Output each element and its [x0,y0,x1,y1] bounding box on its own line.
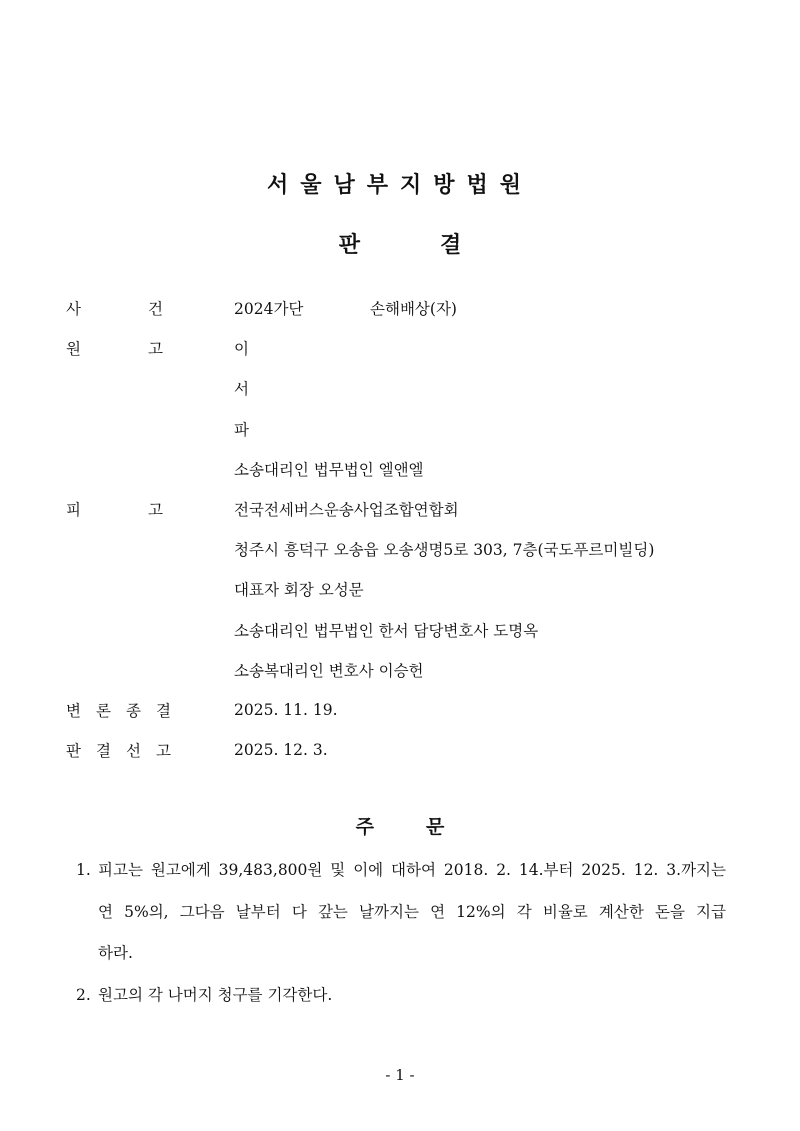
order-line: 피고는 원고에게 39,483,800원 및 이에 대하여 2018. 2. 14.부터 2025. 12. 3.까지는 [98,861,726,879]
party-value [234,741,746,759]
party-row [66,730,746,770]
document-title-right: 결 [440,233,462,258]
party-label [66,739,234,761]
party-row [66,368,746,408]
party-label-char: 판 [66,742,81,761]
party-value-text: 손해배상(자) [370,300,457,319]
party-label-char: 고 [156,742,171,761]
orders-title-right: 문 [426,816,445,838]
party-value [234,297,746,319]
party-label-char: 고 [148,501,163,520]
party-value-text: 2025. 11. 19. [234,700,338,719]
party-value [234,498,746,520]
party-row [66,529,746,569]
order-item [76,850,726,975]
party-row [66,489,746,529]
order-item [76,975,726,1017]
order-line: 연 5%의, 그다음 날부터 다 갚는 날까지는 연 12%의 각 비율로 계산한 돈을 지급 [98,902,726,921]
court-name: 서울남부지방법원 [266,173,534,198]
party-value [234,337,746,359]
party-row [66,288,746,328]
party-row [66,650,746,690]
party-value-text: 소송대리인 법무법인 한서 담당변호사 도명옥 [234,621,539,640]
party-value-text: 소송복대리인 변호사 이승헌 [234,661,424,680]
party-row [66,328,746,368]
party-label [66,297,234,319]
party-label-char: 결 [96,742,111,761]
party-label-char: 건 [148,300,163,319]
parties-block [66,288,746,770]
party-row [66,610,746,650]
party-label-char: 결 [156,701,171,720]
orders-list [76,850,726,1016]
party-value [234,578,746,600]
party-value-text: 서 [234,380,249,399]
party-value-text: 전국전세버스운송사업조합연합회 [234,501,459,520]
party-label-char: 고 [148,340,163,359]
document-title [0,228,800,259]
party-value [234,418,746,440]
orders-section-title [0,812,800,839]
party-value [234,619,746,641]
party-label-char: 종 [126,701,141,720]
party-value-text: 이 [234,340,249,359]
party-row [66,569,746,609]
party-label-char: 원 [66,340,81,359]
party-label-char: 선 [126,742,141,761]
party-row [66,690,746,730]
order-line: 하라. [98,944,133,962]
party-value-text: 소송대리인 법무법인 엘앤엘 [234,460,424,479]
party-value-text: 파 [234,420,249,439]
orders-title-left: 주 [355,816,374,838]
party-label-char: 변 [66,701,81,720]
party-value-text: 대표자 회장 오성문 [234,581,364,600]
party-label-char: 론 [96,701,111,720]
party-label [66,337,234,359]
case-number: 2024가단 [234,300,304,319]
party-value [234,377,746,399]
page-number: - 1 - [385,1066,415,1084]
party-row [66,449,746,489]
party-label [66,699,234,721]
party-value [234,659,746,681]
party-label [66,498,234,520]
order-line: 원고의 각 나머지 청구를 기각한다. [98,985,333,1004]
party-value [234,458,746,480]
party-value-text: 2025. 12. 3. [234,741,328,760]
party-value [234,538,746,560]
order-number: 1. [76,861,91,879]
party-label-char: 피 [66,501,81,520]
party-row [66,409,746,449]
party-label-char: 사 [66,300,81,319]
order-number: 2. [76,985,91,1004]
document-title-left: 판 [338,233,360,258]
party-value-text: 청주시 흥덕구 오송읍 오송생명5로 303, 7층(국도푸르미빌딩) [234,541,655,560]
party-value [234,701,746,719]
